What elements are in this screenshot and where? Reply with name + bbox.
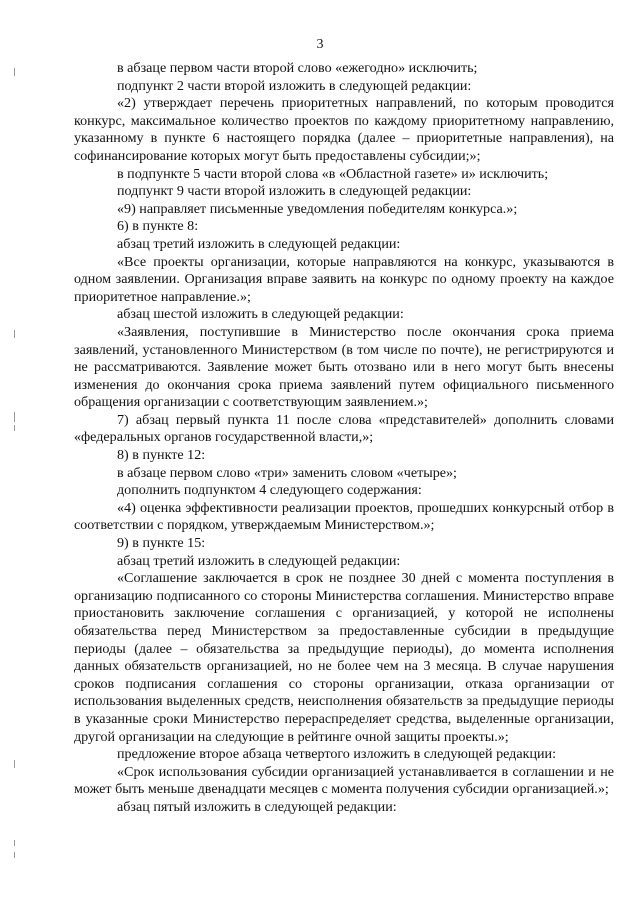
paragraph-22: абзац пятый изложить в следующей редакции: bbox=[117, 798, 397, 815]
page-number: 3 bbox=[316, 37, 324, 52]
paragraph-14: в абзаце первом слово «три» заменить словом «четыре»; bbox=[117, 464, 457, 481]
scan-mark bbox=[14, 330, 15, 338]
scan-mark bbox=[14, 840, 15, 846]
scan-mark bbox=[14, 412, 15, 422]
paragraph-4: в подпункте 5 части второй слова «в «Областной газете» и» исключить; bbox=[117, 165, 549, 182]
paragraph-9: «Все проекты организации, которые направляются на конкурс, указываются в одном заявлении. Организация вправе заявить на конкурс по одному проекту на каждое приоритетное направление.»; bbox=[74, 253, 614, 305]
paragraph-11: «Заявления, поступившие в Министерство после окончания срока приема заявлений, установленного Министерством (в том числе по почте), не регистрируются и не рассматриваются. Заявление может быть отозвано или в него могут быть внесены изменения до окончания срока приема заявлений путем официального письменного обращения организации с соответствующим заявлением.»; bbox=[74, 323, 614, 411]
scan-mark bbox=[14, 68, 15, 76]
paragraph-3: «2) утверждает перечень приоритетных направлений, по которым проводится конкурс, максимальное количество проектов по каждому приоритетному направлению, указанному в пункте 6 настоящего порядка (далее – приоритетные направления), на софинансирование которых могут быть предоставлены субсидии;»; bbox=[74, 95, 614, 164]
paragraph-7: 6) в пункте 8: bbox=[117, 218, 199, 235]
scan-mark bbox=[14, 760, 15, 768]
paragraph-19: «Соглашение заключается в срок не позднее 30 дней с момента поступления в организацию подписанного со стороны Министерства соглашения. Министерство вправе приостановить заключение соглашения с организацией, у которой не исполнены обязательства перед Министерством за предоставленные субсидии в предыдущие периоды (далее – обязательства за предыдущие периоды), до момента исполнения данных обязательств организацией, но не более чем на 3 месяца. В случае нарушения сроков подписания соглашения со стороны организации, отказа организации от использования выделенных средств, неисполнения обязательств за предыдущие периоды в указанные сроки Министерство перераспределяет средства, выделенные организации, другой организации на следующие в рейтинге очной защиты проекты.»; bbox=[74, 570, 614, 745]
scan-mark bbox=[14, 425, 15, 431]
document-body bbox=[74, 60, 614, 817]
paragraph-6: «9) направляет письменные уведомления победителям конкурса.»; bbox=[117, 200, 518, 217]
paragraph-1: в абзаце первом части второй слово «ежегодно» исключить; bbox=[117, 60, 478, 76]
scan-mark bbox=[14, 852, 15, 858]
paragraph-15: дополнить подпунктом 4 следующего содержания: bbox=[117, 482, 422, 499]
paragraph-13: 8) в пункте 12: bbox=[117, 447, 206, 464]
paragraph-10: абзац шестой изложить в следующей редакции: bbox=[117, 306, 404, 323]
paragraph-8: абзац третий изложить в следующей редакции: bbox=[117, 235, 401, 252]
paragraph-20: предложение второе абзаца четвертого изложить в следующей редакции: bbox=[117, 746, 556, 763]
paragraph-12: 7) абзац первый пункта 11 после слова «представителей» дополнить словами «федеральных органов государственной власти,»; bbox=[74, 411, 614, 446]
paragraph-5: подпункт 9 части второй изложить в следующей редакции: bbox=[117, 183, 472, 200]
paragraph-18: абзац третий изложить в следующей редакции: bbox=[117, 552, 401, 569]
paragraph-16: «4) оценка эффективности реализации проектов, прошедших конкурсный отбор в соответствии с порядком, утверждаемым Министерством.»; bbox=[74, 499, 614, 534]
paragraph-21: «Срок использования субсидии организацией устанавливается в соглашении и не может быть меньше двенадцати месяцев с момента получения субсидии организацией.»; bbox=[74, 763, 614, 798]
paragraph-2: подпункт 2 части второй изложить в следующей редакции: bbox=[117, 77, 472, 94]
paragraph-17: 9) в пункте 15: bbox=[117, 535, 206, 552]
